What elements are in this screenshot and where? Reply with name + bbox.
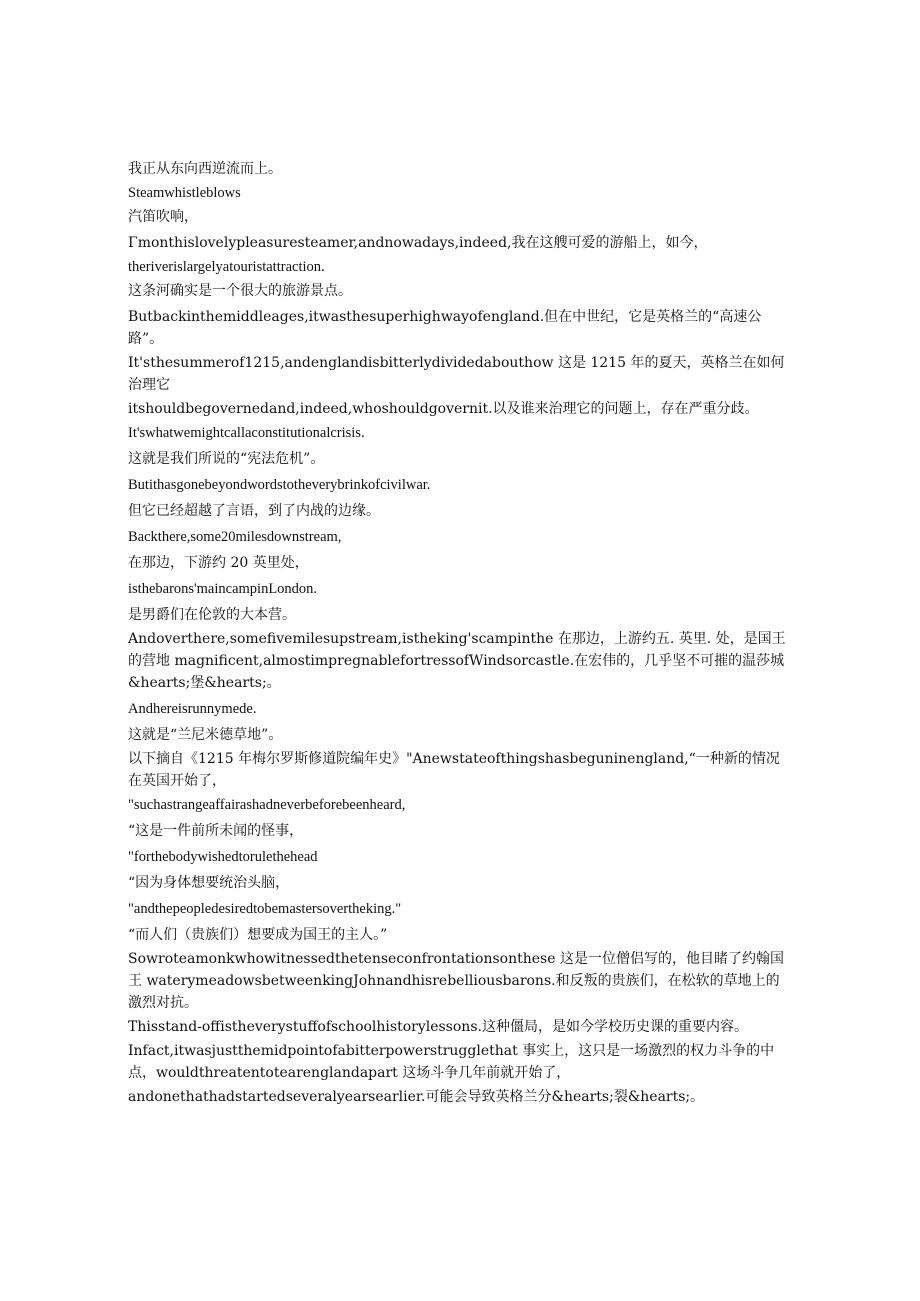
text-line: isthebarons'maincampinLondon.	[128, 581, 318, 597]
text-line: 这条河确实是一个很大的旅游景点。	[128, 283, 352, 299]
text-line: Infact,itwasjustthemidpointofabitterpowerstrugglethat 事实上，这只是一场激烈的权力斗争的中点，wouldthreatentotearenglandapart 这场斗争几年前就开始了，	[128, 1043, 775, 1081]
text-line: Sowroteamonkwhowitnessedthetenseconfrontationsonthese 这是一位僧侣写的，他目睹了约翰国王 waterymeadowsbetweenkingJohnandhisrebelliousbarons.和反叛的贵族们，在松软的草地上的激烈对抗。	[128, 951, 784, 1011]
text-line: itshouldbegovernedand,indeed,whoshouldgovernit.以及谁来治理它的问题上，存在严重分歧。	[128, 401, 759, 417]
text-line: 以下摘自《1215 年梅尔罗斯修道院编年史》"Anewstateofthingshasbeguninengland,“一种新的情况在英国开始了，	[128, 751, 780, 789]
text-line: 但它已经超越了言语，到了内战的边缘。	[128, 503, 380, 519]
text-line: Andhereisrunnymede.	[128, 701, 257, 717]
text-line: andonethathadstartedseveralyearsearlier.可能会导致英格兰分&hearts;裂&hearts;。	[128, 1089, 705, 1105]
text-line: 汽笛吹响，	[128, 209, 198, 225]
text-line: Andoverthere,somefivemilesupstream,istheking'scampinthe 在那边，上游约五. 英里. 处，是国王的营地 magnificent,almostimpregnablefortressofWindsorcastle.在宏伟的，几乎坚不可摧的温莎城&hearts;堡&hearts;。	[128, 631, 786, 691]
text-line: 这就是“兰尼米德草地”。	[128, 727, 283, 743]
text-line: Thisstand-offistheverystuffofschoolhistorylessons.这种僵局，是如今学校历史课的重要内容。	[128, 1019, 748, 1035]
text-line: It'swhatwemightcallaconstitutionalcrisis.	[128, 425, 365, 441]
text-line: theriverislargelyatouristattraction.	[128, 259, 325, 275]
text-line: “这是一件前所未闻的怪事，	[128, 823, 304, 839]
text-line: "forthebodywishedtorulethehead	[128, 849, 318, 865]
text-line: “而人们（贵族们）想要成为国王的主人。”	[128, 927, 388, 943]
text-line: "andthepeopledesiredtobemastersovertheking."	[128, 901, 402, 917]
text-line: Steamwhistleblows	[128, 185, 241, 201]
text-line: Γmonthislovelypleasuresteamer,andnowadays,indeed,我在这艘可爱的游船上，如今，	[128, 235, 708, 251]
text-line: It'sthesummerof1215,andenglandisbitterlydividedabouthow 这是 1215 年的夏天，英格兰在如何治理它	[128, 355, 785, 393]
text-line: 我正从东向西逆流而上。	[128, 161, 282, 177]
text-line: “因为身体想要统治头脑，	[128, 875, 290, 891]
text-line: Butbackinthemiddleages,itwasthesuperhighwayofengland.但在中世纪，它是英格兰的“高速公路”。	[128, 309, 762, 347]
text-line: 这就是我们所说的“宪法危机”。	[128, 451, 325, 467]
text-line: 是男爵们在伦敦的大本营。	[128, 607, 296, 623]
text-line: "suchastrangeaffairashadneverbeforebeenheard,	[128, 797, 406, 813]
text-line: Butithasgonebeyondwordstotheverybrinkofcivilwar.	[128, 477, 431, 493]
document-body	[128, 158, 788, 1110]
text-line: Backthere,some20milesdownstream,	[128, 529, 342, 545]
text-line: 在那边，下游约 20 英里处，	[128, 555, 309, 571]
